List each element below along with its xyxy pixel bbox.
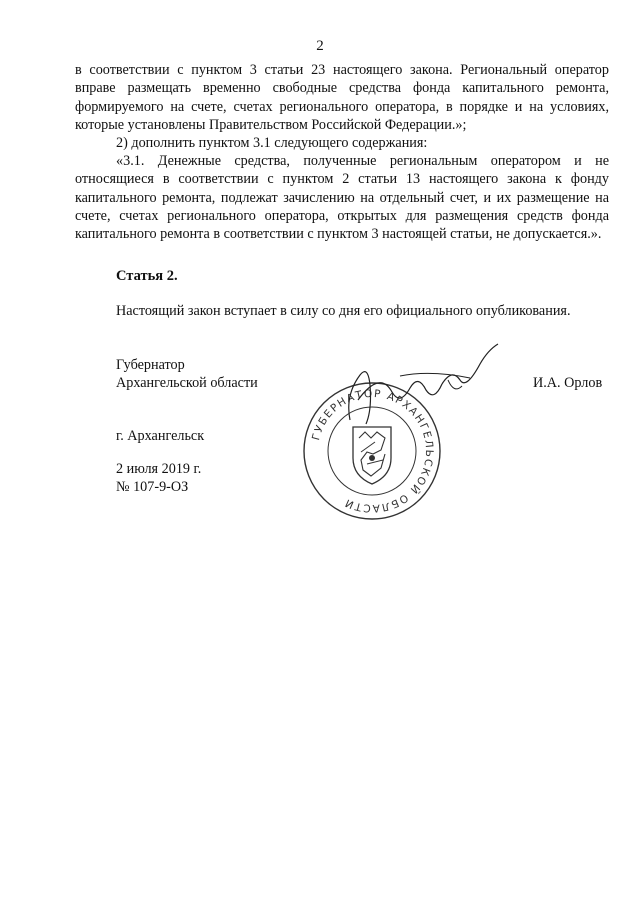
- paragraph-amendment-2: 2) дополнить пунктом 3.1 следующего содержания:: [116, 135, 428, 151]
- article-2-heading: Статья 2.: [116, 268, 178, 284]
- signatory-name: И.А. Орлов: [533, 375, 603, 391]
- paragraph-clause-3-1: «3.1. Денежные средства, полученные региональным оператором и не относящиеся в соответствии с пунктом 2 статьи 13 настоящего закона к фонду капитального ремонта, подлежат зачислению на отдельный счет, и их размещение на счете, счетах регионального оператора, открытых для размещения средств фонда капитального ремонта в соответствии с пунктом 3 настоящей статьи, не допускается.».: [75, 153, 609, 243]
- law-number: № 107-9-ОЗ: [116, 479, 189, 495]
- signatory-title-line2: Архангельской области: [116, 375, 258, 391]
- paragraph-continuation: в соответствии с пунктом 3 статьи 23 настоящего закона. Региональный оператор вправе размещать временно свободные средства фонда капитального ремонта, формируемого на счете, счетах регионального оператора, в порядке и на условиях, которые установлены Правительством Российской Федерации.»;: [75, 62, 609, 133]
- handwritten-signature: [330, 340, 505, 425]
- article-2-text: Настоящий закон вступает в силу со дня его официального опубликования.: [116, 303, 571, 319]
- svg-text:ГУБЕРНАТОР АРХАНГЕЛЬСКОЙ ОБЛАС: ГУБЕРНАТОР АРХАНГЕЛЬСКОЙ ОБЛАСТИ: [310, 387, 436, 515]
- page-number: 2: [316, 38, 324, 54]
- signing-date: 2 июля 2019 г.: [116, 461, 202, 477]
- place-of-signing: г. Архангельск: [116, 428, 205, 444]
- signatory-title-line1: Губернатор: [116, 357, 185, 373]
